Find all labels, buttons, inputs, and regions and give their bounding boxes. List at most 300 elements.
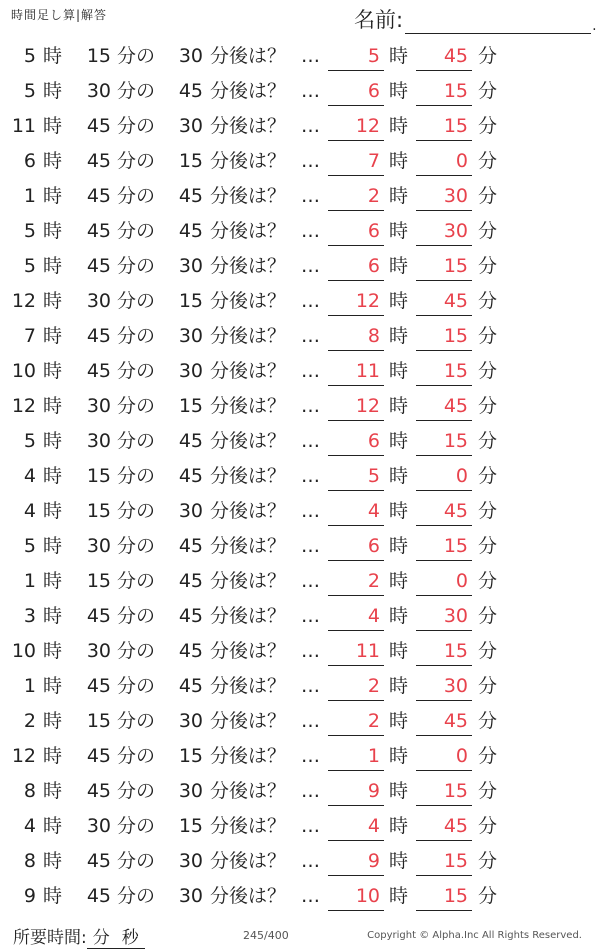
answer-hour-line[interactable]: [328, 175, 384, 176]
minutes-later-question: 分後は？: [210, 500, 287, 522]
start-hour: 10: [11, 640, 36, 662]
answer-minute-unit: 分: [478, 640, 498, 662]
answer-hour: 2: [367, 675, 380, 697]
answer-hour: 2: [367, 185, 380, 207]
answer-hour-unit: 時: [389, 360, 409, 382]
answer-minute: 15: [443, 430, 468, 452]
ellipsis: …: [301, 115, 320, 137]
ellipsis: …: [301, 815, 320, 837]
hour-unit: 時: [43, 850, 63, 872]
problem-row: [0, 249, 600, 284]
answer-minute-line[interactable]: [416, 770, 472, 771]
answer-minute-unit: 分: [478, 45, 498, 67]
answer-hour-unit: 時: [389, 430, 409, 452]
answer-minute: 15: [443, 255, 468, 277]
added-minutes: 45: [178, 640, 203, 662]
copyright-notice: Copyright © Alpha.Inc All Rights Reserved.: [367, 930, 582, 941]
minutes-later-question: 分後は？: [210, 360, 287, 382]
problem-row: [0, 389, 600, 424]
added-minutes: 30: [178, 885, 203, 907]
answer-hour-unit: 時: [389, 465, 409, 487]
answer-minute-line[interactable]: [416, 385, 472, 386]
added-minutes: 30: [178, 780, 203, 802]
start-hour: 4: [23, 465, 36, 487]
answer-minute-unit: 分: [478, 605, 498, 627]
ellipsis: …: [301, 780, 320, 802]
hour-unit: 時: [43, 255, 63, 277]
hour-unit: 時: [43, 815, 63, 837]
ellipsis: …: [301, 360, 320, 382]
minutes-later-question: 分後は？: [210, 710, 287, 732]
ellipsis: …: [301, 640, 320, 662]
start-minute: 45: [86, 850, 111, 872]
ellipsis: …: [301, 80, 320, 102]
minute-unit-no: 分の: [117, 80, 156, 102]
ellipsis: …: [301, 290, 320, 312]
minute-unit-no: 分の: [117, 220, 156, 242]
name-blank-line[interactable]: [405, 9, 591, 34]
answer-hour-line[interactable]: [328, 735, 384, 736]
hour-unit: 時: [43, 115, 63, 137]
minute-unit-no: 分の: [117, 45, 156, 67]
problem-row: [0, 39, 600, 74]
answer-minute-line[interactable]: [416, 910, 472, 911]
answer-minute: 15: [443, 115, 468, 137]
minutes-later-question: 分後は？: [210, 535, 287, 557]
answer-hour-unit: 時: [389, 325, 409, 347]
minute-unit-no: 分の: [117, 395, 156, 417]
answer-hour-unit: 時: [389, 605, 409, 627]
minute-unit-no: 分の: [117, 465, 156, 487]
answer-hour-line[interactable]: [328, 525, 384, 526]
start-hour: 6: [23, 150, 36, 172]
ellipsis: …: [301, 465, 320, 487]
answer-hour-line[interactable]: [328, 595, 384, 596]
answer-minute-line[interactable]: [416, 455, 472, 456]
hour-unit: 時: [43, 500, 63, 522]
ellipsis: …: [301, 885, 320, 907]
minutes-later-question: 分後は？: [210, 185, 287, 207]
minutes-later-question: 分後は？: [210, 885, 287, 907]
minutes-later-question: 分後は？: [210, 465, 287, 487]
answer-hour-line[interactable]: [328, 315, 384, 316]
start-minute: 45: [86, 780, 111, 802]
answer-minute-line[interactable]: [416, 560, 472, 561]
minute-unit-no: 分の: [117, 570, 156, 592]
answer-hour-unit: 時: [389, 570, 409, 592]
ellipsis: …: [301, 570, 320, 592]
answer-minute-unit: 分: [478, 815, 498, 837]
start-hour: 12: [11, 395, 36, 417]
answer-hour-unit: 時: [389, 80, 409, 102]
answer-minute: 45: [443, 710, 468, 732]
start-minute: 30: [86, 535, 111, 557]
answer-minute-line[interactable]: [416, 280, 472, 281]
answer-minute-line[interactable]: [416, 420, 472, 421]
hour-unit: 時: [43, 535, 63, 557]
added-minutes: 30: [178, 500, 203, 522]
answer-hour-unit: 時: [389, 220, 409, 242]
problem-row: [0, 774, 600, 809]
minute-unit-no: 分の: [117, 815, 156, 837]
answer-hour: 4: [367, 500, 380, 522]
start-hour: 2: [23, 710, 36, 732]
answer-hour: 6: [367, 220, 380, 242]
answer-minute: 0: [455, 745, 468, 767]
start-minute: 45: [86, 745, 111, 767]
minute-unit-no: 分の: [117, 500, 156, 522]
start-minute: 15: [86, 500, 111, 522]
answer-hour-unit: 時: [389, 640, 409, 662]
ellipsis: …: [301, 220, 320, 242]
answer-minute-line[interactable]: [416, 245, 472, 246]
hour-unit: 時: [43, 395, 63, 417]
answer-minute: 45: [443, 45, 468, 67]
added-minutes: 30: [178, 325, 203, 347]
answer-hour-unit: 時: [389, 745, 409, 767]
problem-row: [0, 564, 600, 599]
answer-hour-line[interactable]: [328, 420, 384, 421]
answer-hour-line[interactable]: [328, 665, 384, 666]
answer-minute: 15: [443, 535, 468, 557]
answer-minute-unit: 分: [478, 115, 498, 137]
start-minute: 45: [86, 150, 111, 172]
minutes-later-question: 分後は？: [210, 325, 287, 347]
added-minutes: 30: [178, 360, 203, 382]
answer-hour-line[interactable]: [328, 350, 384, 351]
minutes-later-question: 分後は？: [210, 850, 287, 872]
problem-row: [0, 109, 600, 144]
answer-hour-line[interactable]: [328, 805, 384, 806]
answer-hour-line[interactable]: [328, 630, 384, 631]
answer-hour-line[interactable]: [328, 840, 384, 841]
answer-minute-line[interactable]: [416, 630, 472, 631]
answer-hour-unit: 時: [389, 815, 409, 837]
minute-unit-no: 分の: [117, 185, 156, 207]
answer-hour-unit: 時: [389, 255, 409, 277]
problem-row: [0, 214, 600, 249]
hour-unit: 時: [43, 570, 63, 592]
minute-unit-no: 分の: [117, 360, 156, 382]
start-minute: 45: [86, 115, 111, 137]
answer-hour-unit: 時: [389, 675, 409, 697]
start-hour: 8: [23, 850, 36, 872]
hour-unit: 時: [43, 605, 63, 627]
answer-minute: 45: [443, 395, 468, 417]
minute-unit-no: 分の: [117, 780, 156, 802]
answer-hour-unit: 時: [389, 500, 409, 522]
answer-hour: 9: [367, 850, 380, 872]
answer-hour-line[interactable]: [328, 70, 384, 71]
minutes-later-question: 分後は？: [210, 570, 287, 592]
answer-minute-unit: 分: [478, 255, 498, 277]
start-minute: 45: [86, 220, 111, 242]
answer-minute-unit: 分: [478, 395, 498, 417]
minutes-later-question: 分後は？: [210, 815, 287, 837]
problem-row: [0, 459, 600, 494]
name-label: 名前:: [354, 8, 404, 32]
start-hour: 1: [23, 570, 36, 592]
problem-row: [0, 144, 600, 179]
start-hour: 11: [11, 115, 36, 137]
document-title: 時間足し算|解答: [11, 8, 108, 22]
answer-hour: 6: [367, 535, 380, 557]
answer-minute-line[interactable]: [416, 140, 472, 141]
start-hour: 5: [23, 255, 36, 277]
added-minutes: 45: [178, 535, 203, 557]
answer-minute-line[interactable]: [416, 70, 472, 71]
hour-unit: 時: [43, 745, 63, 767]
minute-unit-no: 分の: [117, 675, 156, 697]
answer-minute-line[interactable]: [416, 210, 472, 211]
minute-unit-no: 分の: [117, 290, 156, 312]
start-minute: 15: [86, 710, 111, 732]
added-minutes: 15: [178, 395, 203, 417]
start-minute: 15: [86, 45, 111, 67]
added-minutes: 15: [178, 745, 203, 767]
minutes-later-question: 分後は？: [210, 395, 287, 417]
added-minutes: 45: [178, 430, 203, 452]
start-hour: 1: [23, 185, 36, 207]
answer-hour: 10: [355, 885, 380, 907]
problem-row: [0, 74, 600, 109]
hour-unit: 時: [43, 290, 63, 312]
ellipsis: …: [301, 255, 320, 277]
start-minute: 15: [86, 465, 111, 487]
minute-unit-no: 分の: [117, 325, 156, 347]
answer-minute-unit: 分: [478, 780, 498, 802]
name-field[interactable]: [354, 4, 597, 34]
answer-minute: 15: [443, 360, 468, 382]
answer-hour-line[interactable]: [328, 770, 384, 771]
answer-minute: 30: [443, 605, 468, 627]
minute-unit-no: 分の: [117, 535, 156, 557]
minute-unit-no: 分の: [117, 150, 156, 172]
minutes-later-question: 分後は？: [210, 430, 287, 452]
answer-hour: 12: [355, 290, 380, 312]
problem-row: [0, 704, 600, 739]
answer-hour: 6: [367, 255, 380, 277]
added-minutes: 30: [178, 850, 203, 872]
minutes-blank[interactable]: 分: [87, 923, 116, 949]
start-minute: 45: [86, 675, 111, 697]
start-hour: 1: [23, 675, 36, 697]
added-minutes: 30: [178, 45, 203, 67]
answer-minute-line[interactable]: [416, 525, 472, 526]
answer-minute-unit: 分: [478, 570, 498, 592]
answer-minute-line[interactable]: [416, 700, 472, 701]
answer-hour: 4: [367, 605, 380, 627]
answer-minute-unit: 分: [478, 430, 498, 452]
added-minutes: 30: [178, 255, 203, 277]
start-minute: 45: [86, 185, 111, 207]
answer-minute-unit: 分: [478, 220, 498, 242]
problem-row: [0, 529, 600, 564]
hour-unit: 時: [43, 640, 63, 662]
answer-minute-line[interactable]: [416, 665, 472, 666]
answer-minute-unit: 分: [478, 850, 498, 872]
added-minutes: 15: [178, 150, 203, 172]
hour-unit: 時: [43, 360, 63, 382]
minute-unit-no: 分の: [117, 115, 156, 137]
minutes-later-question: 分後は？: [210, 290, 287, 312]
ellipsis: …: [301, 605, 320, 627]
start-hour: 5: [23, 535, 36, 557]
answer-minute: 15: [443, 780, 468, 802]
answer-minute-line[interactable]: [416, 875, 472, 876]
answer-hour-unit: 時: [389, 535, 409, 557]
minutes-later-question: 分後は？: [210, 640, 287, 662]
start-minute: 45: [86, 605, 111, 627]
answer-hour-unit: 時: [389, 395, 409, 417]
answer-minute-line[interactable]: [416, 315, 472, 316]
ellipsis: …: [301, 45, 320, 67]
ellipsis: …: [301, 500, 320, 522]
added-minutes: 30: [178, 710, 203, 732]
start-hour: 4: [23, 500, 36, 522]
answer-minute-line[interactable]: [416, 350, 472, 351]
minutes-later-question: 分後は？: [210, 220, 287, 242]
minute-unit-no: 分の: [117, 885, 156, 907]
seconds-blank[interactable]: 秒: [116, 923, 145, 949]
answer-minute-line[interactable]: [416, 595, 472, 596]
added-minutes: 45: [178, 220, 203, 242]
answer-hour: 11: [355, 360, 380, 382]
added-minutes: 45: [178, 605, 203, 627]
answer-hour-line[interactable]: [328, 105, 384, 106]
answer-hour: 6: [367, 430, 380, 452]
answer-minute: 15: [443, 640, 468, 662]
answer-minute: 0: [455, 570, 468, 592]
hour-unit: 時: [43, 45, 63, 67]
answer-minute: 45: [443, 290, 468, 312]
answer-hour-unit: 時: [389, 780, 409, 802]
answer-hour: 11: [355, 640, 380, 662]
minute-unit-no: 分の: [117, 255, 156, 277]
answer-hour-line[interactable]: [328, 245, 384, 246]
added-minutes: 45: [178, 465, 203, 487]
hour-unit: 時: [43, 325, 63, 347]
answer-minute: 0: [455, 150, 468, 172]
start-minute: 45: [86, 255, 111, 277]
added-minutes: 15: [178, 290, 203, 312]
answer-hour-line[interactable]: [328, 140, 384, 141]
problem-row: [0, 634, 600, 669]
problem-row: [0, 354, 600, 389]
start-hour: 5: [23, 80, 36, 102]
answer-minute-line[interactable]: [416, 840, 472, 841]
answer-minute-line[interactable]: [416, 735, 472, 736]
start-hour: 9: [23, 885, 36, 907]
answer-minute-unit: 分: [478, 675, 498, 697]
start-minute: 30: [86, 395, 111, 417]
answer-hour-line[interactable]: [328, 490, 384, 491]
answer-minute-line[interactable]: [416, 105, 472, 106]
start-minute: 30: [86, 80, 111, 102]
problem-row: [0, 319, 600, 354]
answer-hour: 2: [367, 710, 380, 732]
minutes-later-question: 分後は？: [210, 150, 287, 172]
hour-unit: 時: [43, 150, 63, 172]
answer-hour-unit: 時: [389, 710, 409, 732]
answer-hour-line[interactable]: [328, 910, 384, 911]
answer-hour-line[interactable]: [328, 875, 384, 876]
answer-hour-unit: 時: [389, 290, 409, 312]
added-minutes: 30: [178, 115, 203, 137]
ellipsis: …: [301, 535, 320, 557]
time-taken-label: 所要時間:: [13, 928, 87, 948]
answer-hour: 5: [367, 465, 380, 487]
answer-minute-unit: 分: [478, 885, 498, 907]
start-minute: 30: [86, 290, 111, 312]
answer-minute-line[interactable]: [416, 805, 472, 806]
answer-minute: 15: [443, 325, 468, 347]
added-minutes: 45: [178, 185, 203, 207]
answer-minute: 15: [443, 80, 468, 102]
answer-minute: 45: [443, 500, 468, 522]
ellipsis: …: [301, 185, 320, 207]
minutes-later-question: 分後は？: [210, 780, 287, 802]
ellipsis: …: [301, 395, 320, 417]
answer-hour: 6: [367, 80, 380, 102]
answer-minute-unit: 分: [478, 745, 498, 767]
answer-minute: 45: [443, 815, 468, 837]
problem-row: [0, 844, 600, 879]
answer-hour: 4: [367, 815, 380, 837]
answer-hour-line[interactable]: [328, 385, 384, 386]
time-taken: [13, 923, 145, 949]
hour-unit: 時: [43, 80, 63, 102]
answer-hour-line[interactable]: [328, 560, 384, 561]
minutes-later-question: 分後は？: [210, 115, 287, 137]
answer-hour: 2: [367, 570, 380, 592]
answer-hour-unit: 時: [389, 885, 409, 907]
answer-hour-unit: 時: [389, 150, 409, 172]
problem-row: [0, 809, 600, 844]
start-minute: 15: [86, 570, 111, 592]
start-minute: 45: [86, 325, 111, 347]
ellipsis: …: [301, 325, 320, 347]
answer-hour-line[interactable]: [328, 280, 384, 281]
answer-minute: 30: [443, 675, 468, 697]
minutes-later-question: 分後は？: [210, 45, 287, 67]
start-minute: 30: [86, 815, 111, 837]
answer-minute: 30: [443, 185, 468, 207]
answer-hour-unit: 時: [389, 185, 409, 207]
answer-hour-unit: 時: [389, 45, 409, 67]
start-hour: 10: [11, 360, 36, 382]
added-minutes: 45: [178, 675, 203, 697]
answer-hour: 5: [367, 45, 380, 67]
answer-minute-line[interactable]: [416, 175, 472, 176]
answer-hour: 12: [355, 395, 380, 417]
minutes-later-question: 分後は？: [210, 675, 287, 697]
answer-minute-line[interactable]: [416, 490, 472, 491]
answer-minute-unit: 分: [478, 360, 498, 382]
answer-hour: 8: [367, 325, 380, 347]
answer-hour-line[interactable]: [328, 700, 384, 701]
start-hour: 12: [11, 290, 36, 312]
answer-hour-line[interactable]: [328, 210, 384, 211]
answer-minute-unit: 分: [478, 500, 498, 522]
hour-unit: 時: [43, 675, 63, 697]
answer-minute: 0: [455, 465, 468, 487]
answer-hour-line[interactable]: [328, 455, 384, 456]
answer-hour-unit: 時: [389, 115, 409, 137]
hour-unit: 時: [43, 465, 63, 487]
minutes-later-question: 分後は？: [210, 605, 287, 627]
name-end-mark: .: [592, 18, 597, 34]
